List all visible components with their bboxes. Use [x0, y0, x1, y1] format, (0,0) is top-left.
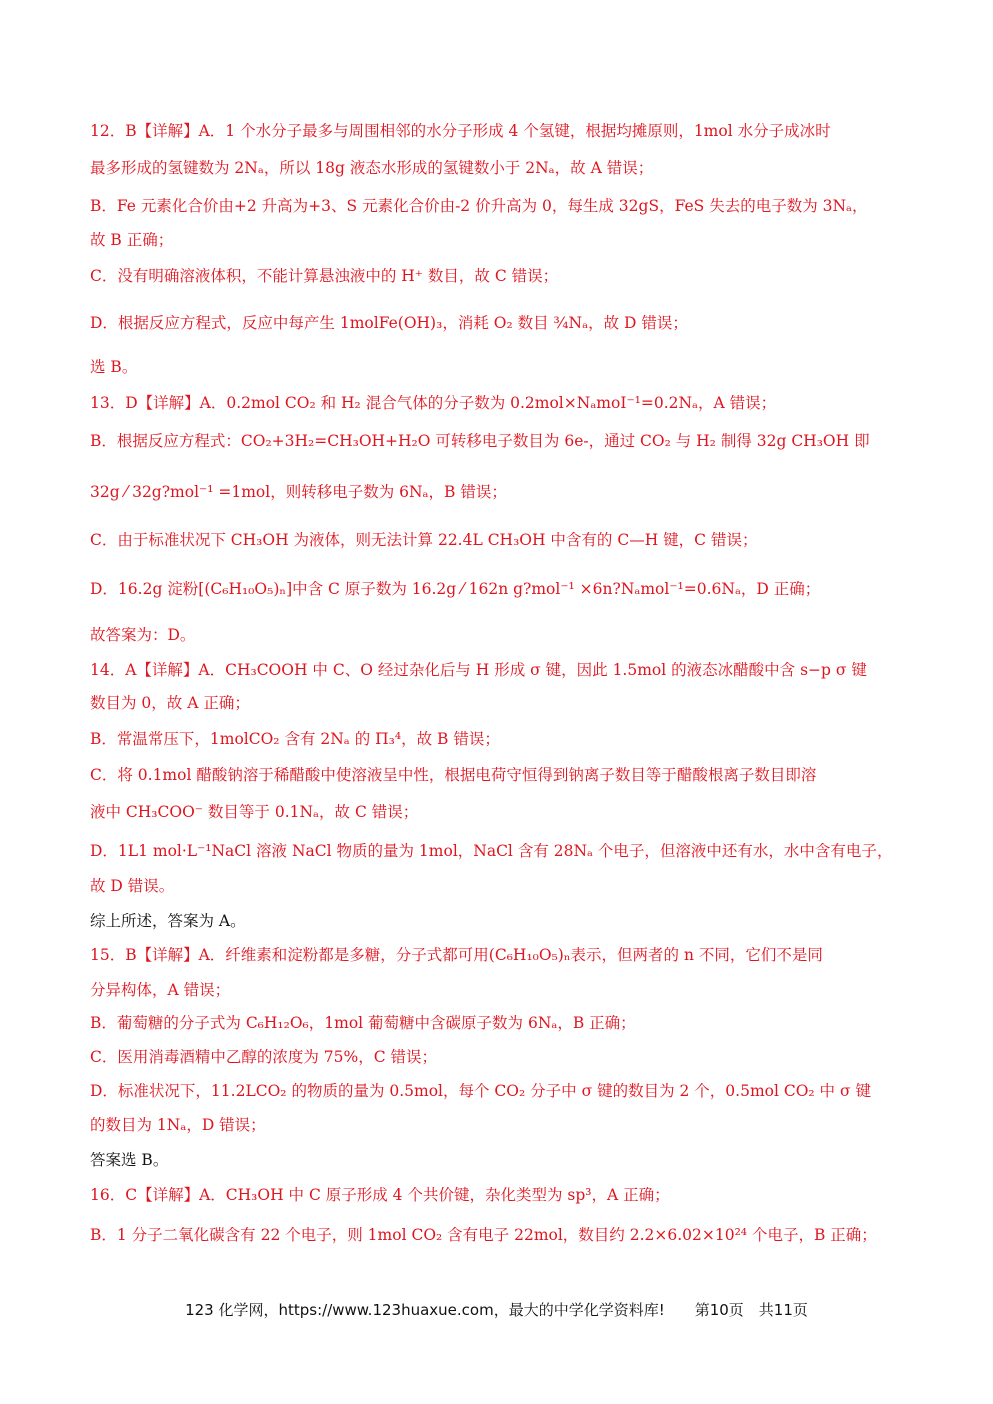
text-line: 的数目为 1Nₐ，D 错误； — [90, 1116, 266, 1134]
text-line: B．1 分子二氧化碳含有 22 个电子，则 1mol CO₂ 含有电子 22mol，数目约 2.2×6.02×10²⁴ 个电子，B 正确； — [90, 1226, 877, 1244]
text-line: D．1L1 mol·L⁻¹NaCl 溶液 NaCl 物质的量为 1mol，NaCl 含有 28Nₐ 个电子，但溶液中还有水，水中含有电子， — [90, 842, 893, 860]
text-line: 15．B【详解】A．纤维素和淀粉都是多糖，分子式都可用(C₆H₁₀O₅)ₙ表示，但两者的 n 不同，它们不是同 — [90, 946, 823, 964]
page-footer: 123 化学网，https://www.123huaxue.com，最大的中学化学资料库! 第10页 共11页 — [185, 1301, 808, 1319]
text-line: B．根据反应方程式：CO₂+3H₂=CH₃OH+H₂O 可转移电子数目为 6e-，通过 CO₂ 与 H₂ 制得 32g CH₃OH 即 — [90, 432, 870, 450]
text-line: 数目为 0，故 A 正确； — [90, 694, 250, 712]
text-line: 答案选 B。 — [90, 1151, 169, 1169]
text-line: 12．B【详解】A．1 个水分子最多与周围相邻的水分子形成 4 个氢键，根据均摊原则，1mol 水分子成冰时 — [90, 122, 831, 140]
text-line: 32g ⁄ 32g?mol⁻¹ =1mol，则转移电子数为 6Nₐ，B 错误； — [90, 483, 507, 501]
text-line: D．标准状况下，11.2LCO₂ 的物质的量为 0.5mol，每个 CO₂ 分子中 σ 键的数目为 2 个，0.5mol CO₂ 中 σ 键 — [90, 1082, 871, 1100]
text-line: 16．C【详解】A．CH₃OH 中 C 原子形成 4 个共价键，杂化类型为 sp³，A 正确； — [90, 1186, 670, 1204]
text-line: 液中 CH₃COO⁻ 数目等于 0.1Nₐ，故 C 错误； — [90, 803, 419, 821]
text-line: D．16.2g 淀粉[(C₆H₁₀O₅)ₙ]中含 C 原子数为 16.2g ⁄ 162n g?mol⁻¹ ×6n?Nₐmol⁻¹=0.6Nₐ，D 正确； — [90, 580, 821, 598]
text-line: 故 B 正确； — [90, 231, 174, 249]
text-line: B．Fe 元素化合价由+2 升高为+3、S 元素化合价由-2 价升高为 0，每生成 32gS，FeS 失去的电子数为 3Nₐ， — [90, 197, 868, 215]
text-line: 综上所述，答案为 A。 — [90, 912, 246, 930]
text-line: 最多形成的氢键数为 2Nₐ，所以 18g 液态水形成的氢键数小于 2Nₐ，故 A 错误； — [90, 159, 654, 177]
text-line: 分异构体，A 错误； — [90, 981, 231, 999]
text-line: D．根据反应方程式，反应中每产生 1molFe(OH)₃，消耗 O₂ 数目 ¾Nₐ，故 D 错误； — [90, 314, 688, 332]
text-line: B．常温常压下，1molCO₂ 含有 2Nₐ 的 Π₃⁴，故 B 错误； — [90, 730, 500, 748]
text-line: 故 D 错误。 — [90, 877, 175, 895]
text-line: B．葡萄糖的分子式为 C₆H₁₂O₆，1mol 葡萄糖中含碳原子数为 6Nₐ，B 正确； — [90, 1014, 636, 1032]
text-line: 14．A【详解】A．CH₃COOH 中 C、O 经过杂化后与 H 形成 σ 键，因此 1.5mol 的液态冰醋酸中含 s−p σ 键 — [90, 661, 867, 679]
text-line: C．将 0.1mol 醋酸钠溶于稀醋酸中使溶液呈中性，根据电荷守恒得到钠离子数目等于醋酸根离子数目即溶 — [90, 766, 817, 784]
text-line: 选 B。 — [90, 358, 138, 376]
text-line: C．医用消毒酒精中乙醇的浓度为 75%，C 错误； — [90, 1048, 438, 1066]
text-line: C．没有明确溶液体积，不能计算悬浊液中的 H⁺ 数目，故 C 错误； — [90, 267, 559, 285]
text-line: C．由于标准状况下 CH₃OH 为液体，则无法计算 22.4L CH₃OH 中含有的 C—H 键，C 错误； — [90, 531, 758, 549]
text-line: 故答案为：D。 — [90, 626, 196, 644]
text-line: 13．D【详解】A．0.2mol CO₂ 和 H₂ 混合气体的分子数为 0.2mol×NₐmoI⁻¹=0.2Nₐ，A 错误； — [90, 394, 777, 412]
